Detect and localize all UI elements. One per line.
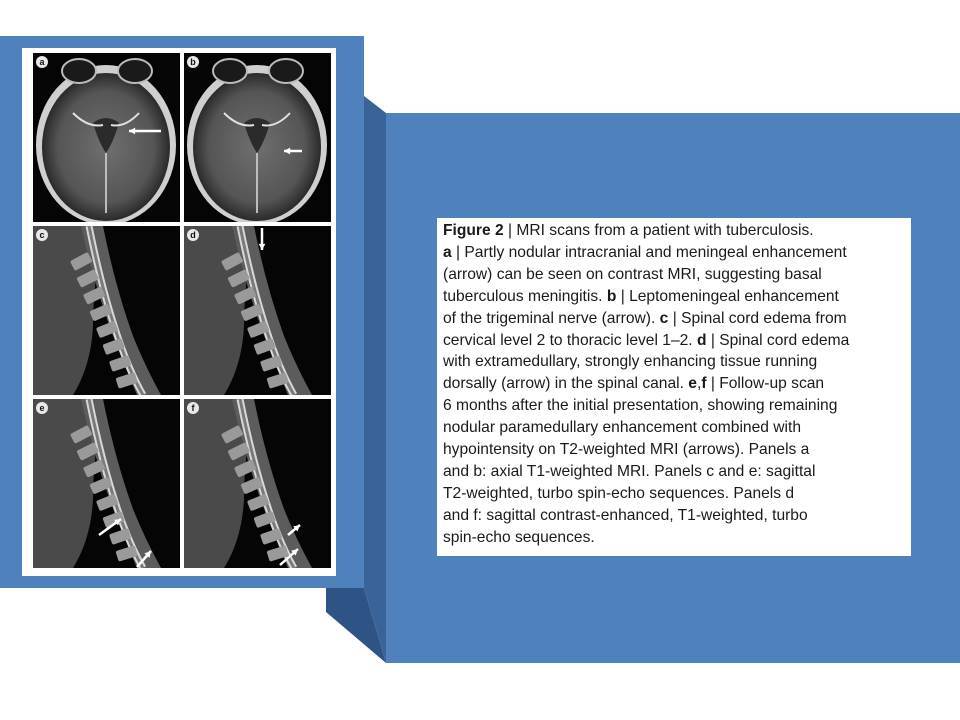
caption-run: spin-echo sequences. — [443, 528, 595, 546]
caption-line — [443, 439, 905, 461]
caption-run: | MRI scans from a patient with tuberculosis. — [503, 222, 814, 239]
caption-bold-run: b — [606, 287, 617, 305]
caption-bold-run: Figure 2 — [443, 222, 504, 239]
mri-image — [33, 399, 180, 568]
panel-letter-label: d — [187, 229, 199, 241]
mri-image — [184, 226, 331, 395]
caption-run: and b: axial T1-weighted MRI. Panels c and e: sagittal — [443, 462, 816, 480]
caption-bold-run: d — [696, 331, 707, 349]
mri-image — [33, 53, 180, 222]
caption-line — [443, 220, 905, 242]
caption-line — [443, 308, 905, 330]
caption-run: tuberculous meningitis. — [443, 287, 607, 305]
figure-caption — [443, 220, 905, 549]
caption-line — [443, 286, 905, 308]
caption-line — [443, 242, 905, 264]
panel-letter-label: c — [36, 229, 48, 241]
orbit-right — [269, 59, 303, 83]
orbit-left — [62, 59, 96, 83]
panel-letter-label: a — [36, 56, 48, 68]
caption-run: and f: sagittal contrast-enhanced, T1-weighted, turbo — [443, 506, 808, 524]
caption-line — [443, 527, 905, 549]
caption-box — [437, 218, 911, 556]
caption-line — [443, 395, 905, 417]
orbit-left — [213, 59, 247, 83]
caption-bold-run: c — [659, 309, 669, 327]
caption-run: 6 months after the initial presentation, showing remaining — [443, 397, 838, 415]
mri-panel-e — [33, 399, 180, 568]
caption-run: | Leptomeningeal enhancement — [616, 287, 839, 305]
mri-image — [184, 53, 331, 222]
orbit-right — [118, 59, 152, 83]
caption-bold-run: f — [701, 375, 707, 393]
caption-run: cervical level 2 to thoracic level 1–2. — [443, 331, 697, 349]
caption-bold-run: a — [443, 243, 452, 261]
caption-run: | Spinal cord edema — [706, 331, 850, 349]
panel-letter-label: f — [187, 402, 199, 414]
caption-run: T2-weighted, turbo spin-echo sequences. Panels d — [443, 484, 795, 502]
mri-panel-b — [184, 53, 331, 222]
caption-run: (arrow) can be seen on contrast MRI, suggesting basal — [443, 265, 822, 283]
caption-line — [443, 505, 905, 527]
caption-line — [443, 417, 905, 439]
caption-run: , — [696, 375, 702, 393]
mri-panel-d — [184, 226, 331, 395]
caption-line — [443, 483, 905, 505]
mri-panel-c — [33, 226, 180, 395]
caption-line — [443, 330, 905, 352]
caption-run: | Spinal cord edema from — [668, 309, 847, 327]
caption-run: hypointensity on T2-weighted MRI (arrows). Panels a — [443, 441, 810, 459]
caption-run: | Partly nodular intracranial and meningeal enhancement — [451, 243, 847, 261]
mri-image — [33, 226, 180, 395]
caption-line — [443, 373, 905, 395]
panel-letter-label: e — [36, 402, 48, 414]
caption-run: with extramedullary, strongly enhancing tissue running — [443, 353, 818, 371]
mri-image — [184, 399, 331, 568]
caption-line — [443, 461, 905, 483]
mri-panel-f — [184, 399, 331, 568]
bevel-side-face — [364, 96, 386, 663]
caption-run: nodular paramedullary enhancement combined with — [443, 419, 802, 437]
mri-figure-grid — [33, 53, 331, 566]
caption-run: dorsally (arrow) in the spinal canal. — [443, 375, 689, 393]
panel-letter-label: b — [187, 56, 199, 68]
caption-run: of the trigeminal nerve (arrow). — [443, 309, 660, 327]
mri-panel-a — [33, 53, 180, 222]
annotation-arrow-head — [259, 244, 266, 250]
caption-run: | Follow-up scan — [706, 375, 825, 393]
caption-bold-run: e — [688, 375, 697, 393]
caption-line — [443, 264, 905, 286]
caption-line — [443, 351, 905, 373]
